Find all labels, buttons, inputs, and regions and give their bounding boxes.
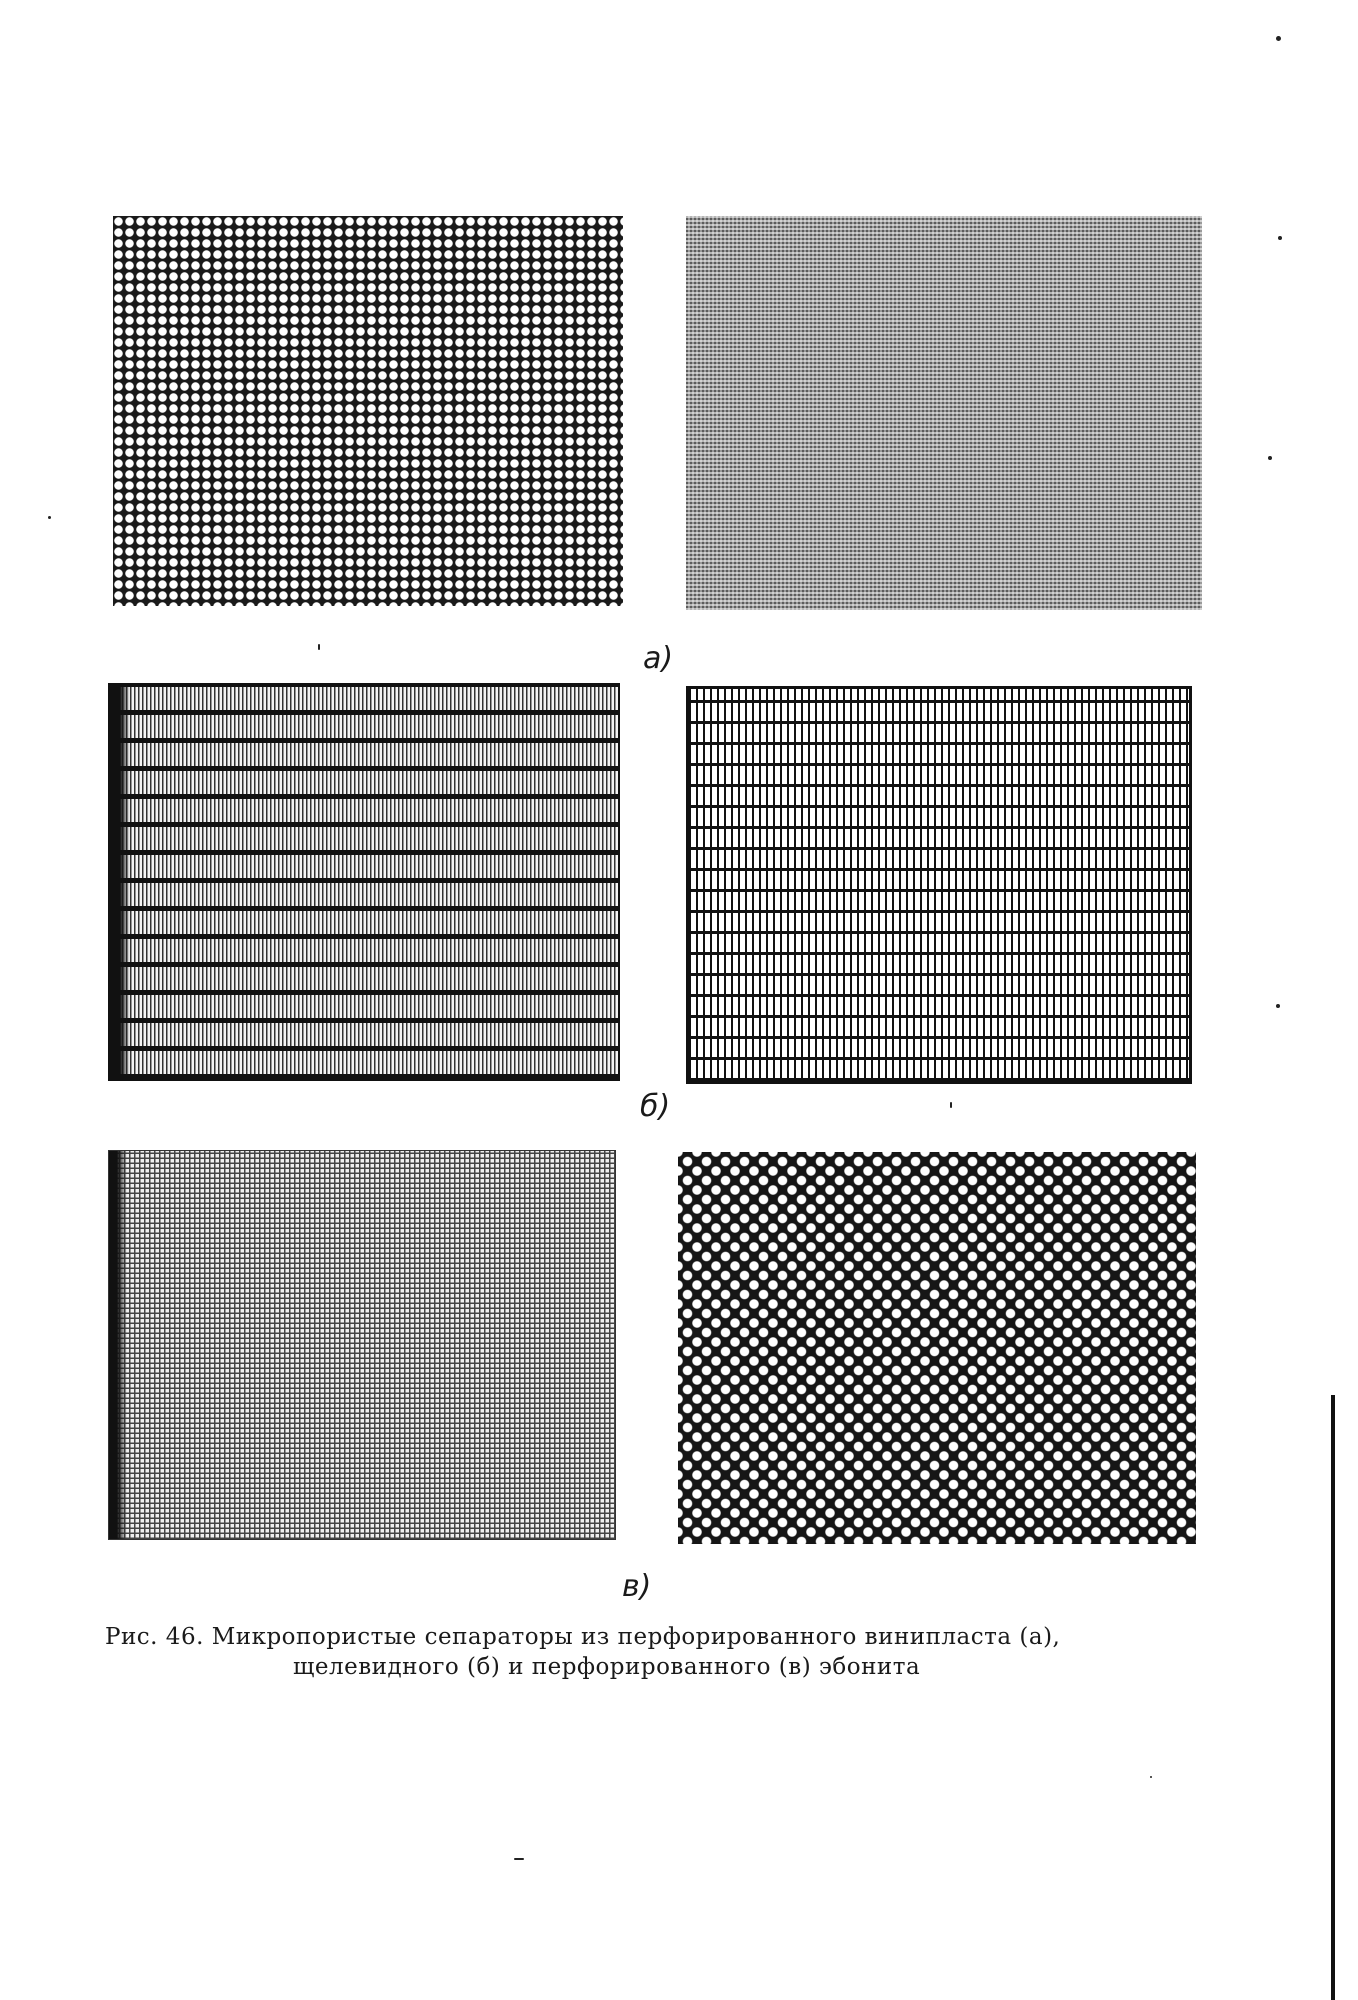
separator-image-slotted-ebonite-left	[108, 683, 620, 1081]
scan-speck	[1276, 36, 1281, 41]
separator-image-perforated-vinyl-left	[113, 216, 623, 606]
scan-speck	[1150, 1776, 1152, 1778]
separator-image-perforated-vinyl-right	[686, 216, 1202, 610]
scan-speck	[48, 516, 51, 519]
separator-image-perforated-ebonite-left	[108, 1150, 616, 1540]
caption-line-2: щелевидного (б) и перфорированного (в) эбонита	[293, 1654, 921, 1680]
panel-label-a: а)	[643, 641, 674, 676]
separator-image-perforated-ebonite-right	[678, 1152, 1196, 1544]
scan-speck	[318, 644, 320, 650]
caption-line-1: Рис. 46. Микропористые сепараторы из перфорированного винипласта (а),	[105, 1624, 1061, 1650]
separator-image-slotted-ebonite-right	[686, 686, 1192, 1084]
scan-speck	[1278, 236, 1282, 240]
panel-label-b: б)	[640, 1089, 671, 1124]
scan-speck	[1276, 1004, 1280, 1008]
scan-speck	[950, 1102, 952, 1108]
panel-label-c: в)	[622, 1569, 652, 1604]
scan-speck	[1268, 456, 1272, 460]
figure-caption	[105, 1622, 1225, 1682]
scan-edge-line	[1331, 1395, 1335, 2000]
scan-speck	[514, 1858, 524, 1860]
